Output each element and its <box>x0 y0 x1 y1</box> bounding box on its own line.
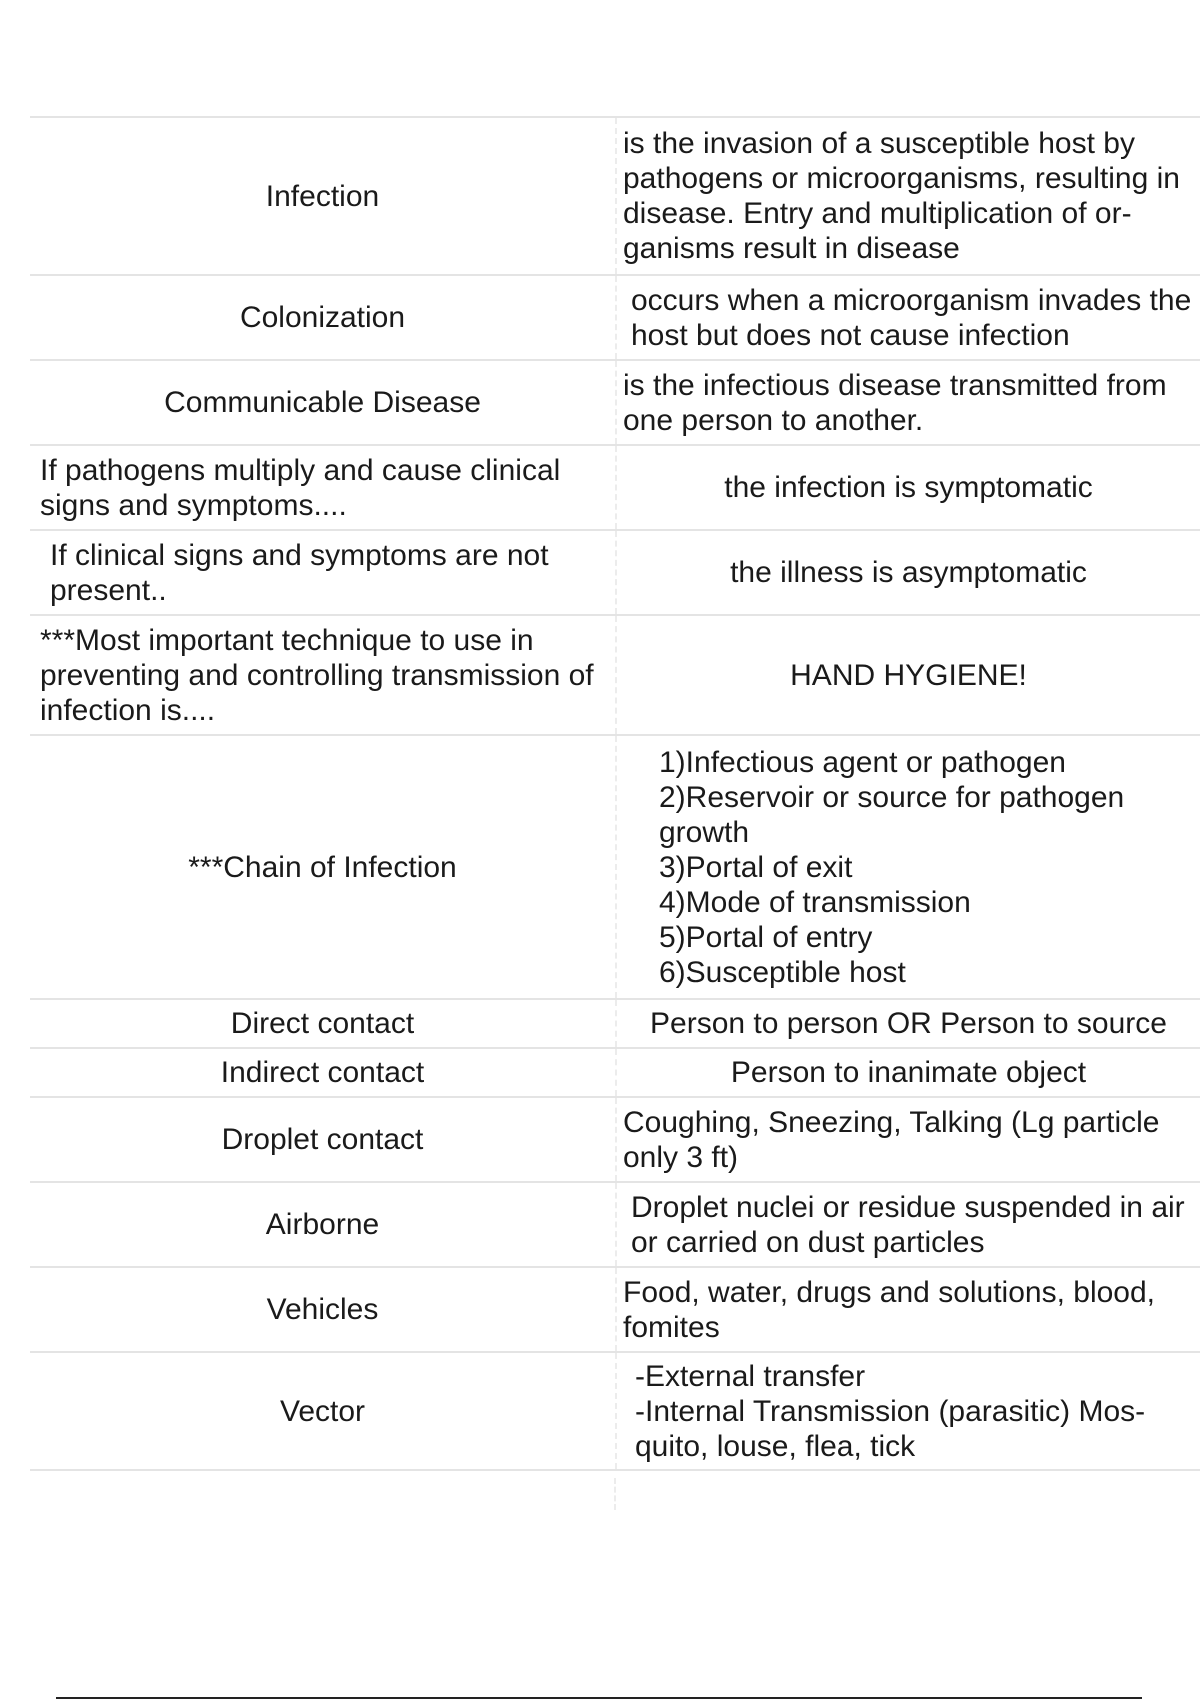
table-row <box>30 1096 1200 1181</box>
term-cell: Droplet contact <box>221 1123 424 1156</box>
term-cell: Indirect contact <box>220 1056 425 1089</box>
table-row <box>30 1047 1200 1096</box>
list-item: 4)Mode of transmission <box>659 885 971 919</box>
term-cell: Communicable Disease <box>164 386 481 419</box>
table-row <box>30 1266 1200 1351</box>
definition-cell: the illness is asymptomatic <box>615 531 1200 614</box>
table-row <box>30 116 1200 274</box>
vector-list <box>623 1359 1194 1464</box>
table-row <box>30 444 1200 529</box>
list-item: -Internal Transmission (parasitic) Mosquito, louse, flea, tick <box>635 1394 1146 1463</box>
term-cell: Direct contact <box>230 1007 415 1040</box>
term-cell: Vector <box>279 1394 366 1428</box>
table-row <box>30 359 1200 444</box>
table-row <box>30 274 1200 359</box>
term-cell: Vehicles <box>266 1293 379 1326</box>
definition-cell: Droplet nuclei or residue suspended in air or carried on dust particles <box>615 1183 1200 1266</box>
definition-cell: Food, water, drugs and solutions, blood, fomites <box>615 1268 1200 1351</box>
list-item: -External transfer <box>635 1359 866 1393</box>
definition-cell <box>615 1353 1200 1469</box>
term-cell: Airborne <box>265 1208 380 1241</box>
definition-cell: Person to inanimate object <box>615 1049 1200 1096</box>
definition-cell: HAND HYGIENE! <box>615 616 1200 734</box>
table-row <box>30 1181 1200 1266</box>
term-cell: If clinical signs and symptoms are not present.. <box>50 538 549 607</box>
table-row <box>30 529 1200 614</box>
list-item: 6)Susceptible host <box>659 955 906 989</box>
flashcard-table <box>30 116 1200 1471</box>
list-item: 2)Reservoir or source for pathogen growth <box>659 780 1125 849</box>
definition-cell: is the infectious disease transmitted from one person to another. <box>615 361 1200 444</box>
term-cell: ***Most important technique to use in preventing and controlling transmission of infection is.... <box>40 623 594 727</box>
term-cell: If pathogens multiply and cause clinical signs and symptoms.... <box>40 453 561 522</box>
term-cell: Colonization <box>239 301 406 334</box>
term-cell: ***Chain of Infection <box>188 850 457 884</box>
table-row <box>30 734 1200 998</box>
chain-of-infection-list <box>623 745 1194 990</box>
column-divider-tail <box>614 1478 618 1510</box>
list-item: 1)Infectious agent or pathogen <box>659 745 1066 779</box>
list-item: 5)Portal of entry <box>659 920 873 954</box>
definition-cell: the infection is symptomatic <box>615 446 1200 529</box>
table-row <box>30 998 1200 1047</box>
definition-cell <box>615 736 1200 998</box>
footer-rule <box>56 1697 1142 1699</box>
definition-cell: occurs when a microorganism invades the host but does not cause infection <box>615 276 1200 359</box>
table-row <box>30 614 1200 734</box>
definition-cell: is the invasion of a susceptible host by pathogens or microorganisms, resulting in disease. Entry and multiplication of organisms result in disease <box>615 118 1200 274</box>
list-item: 3)Portal of exit <box>659 850 853 884</box>
definition-cell: Coughing, Sneezing, Talking (Lg particle only 3 ft) <box>615 1098 1200 1181</box>
term-cell: Infection <box>265 179 380 213</box>
definition-cell: Person to person OR Person to source <box>615 1000 1200 1047</box>
table-row <box>30 1351 1200 1471</box>
